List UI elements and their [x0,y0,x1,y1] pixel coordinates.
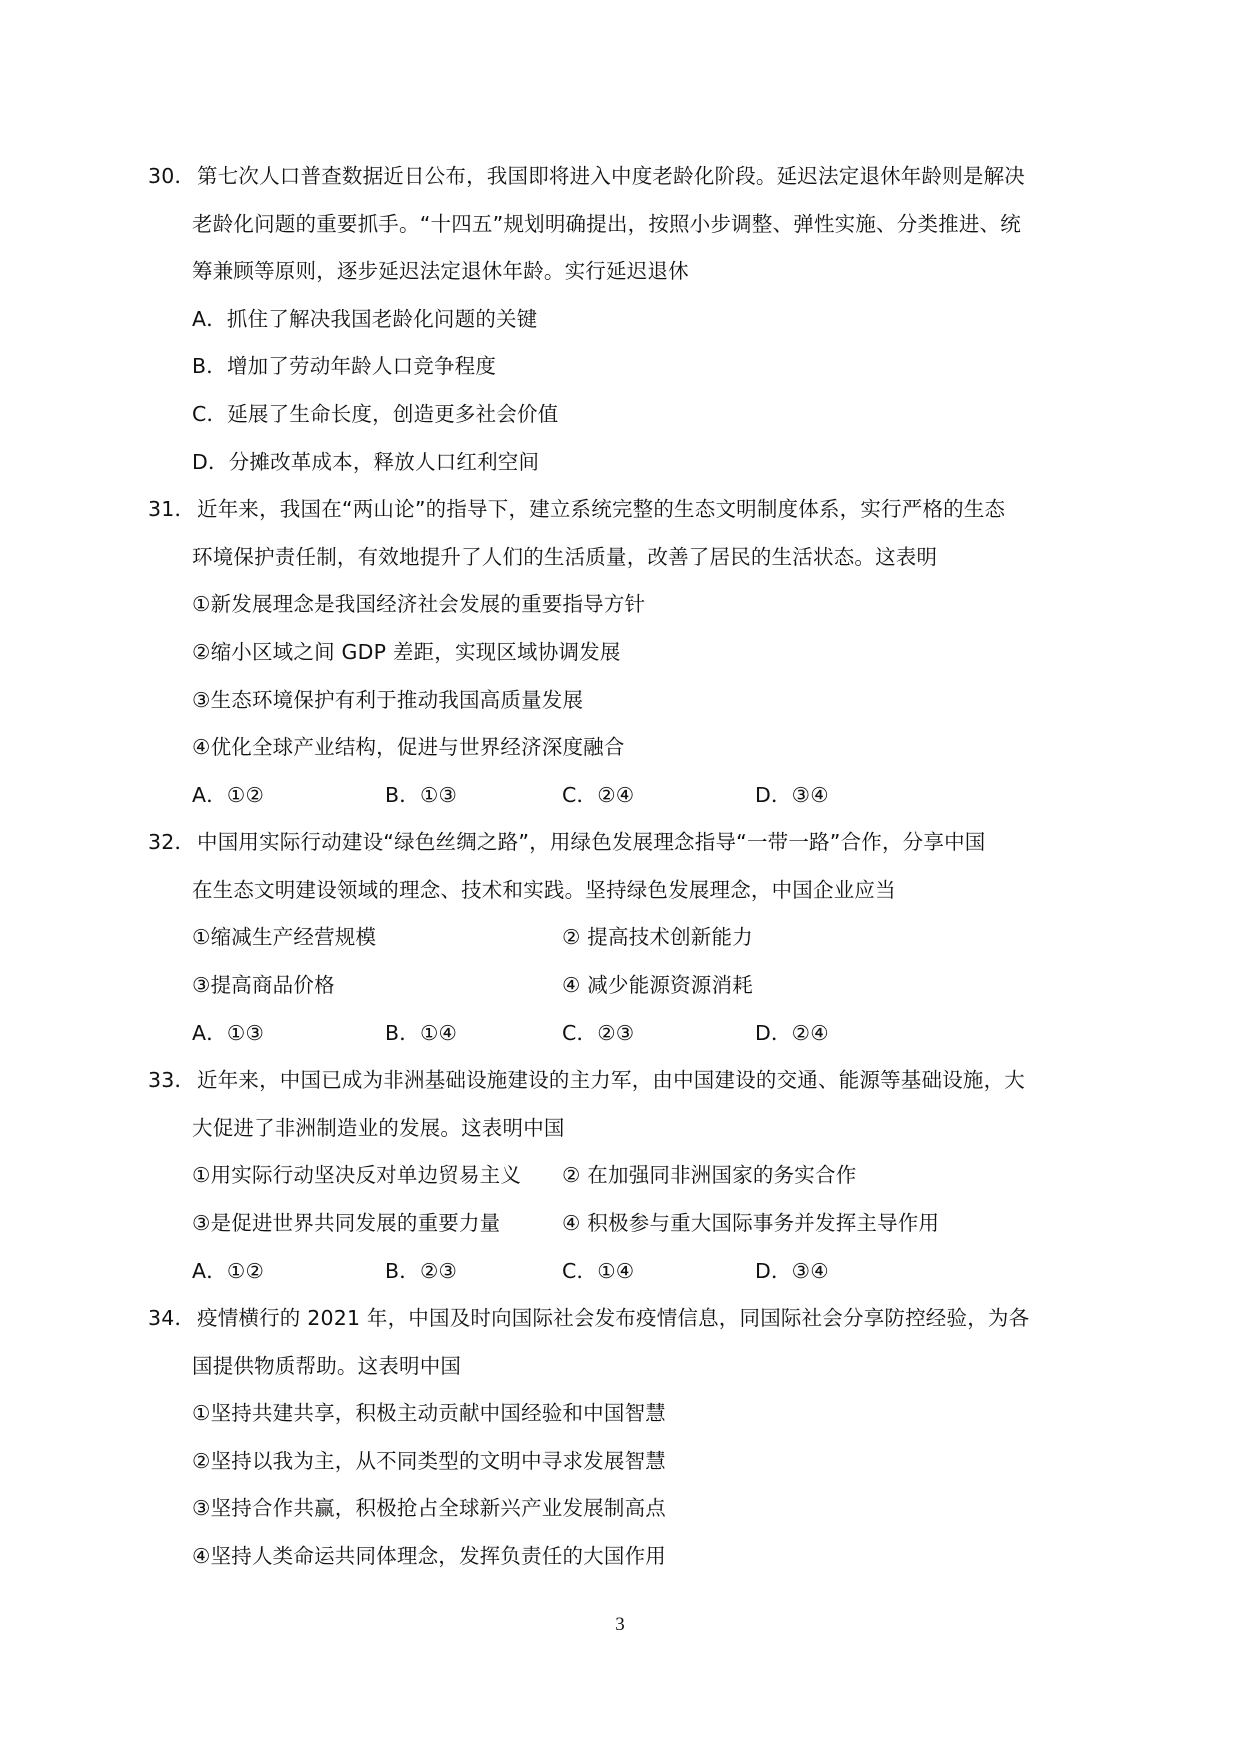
statement-1: ①新发展理念是我国经济社会发展的重要指导方针 [192,592,646,616]
option-a: A．①② [192,1259,265,1283]
question-stem-line: 近年来，我国在“两山论”的指导下，建立系统完整的生态文明制度体系，实行严格的生态 [197,497,1006,521]
statement-3: ③提高商品价格 [192,973,335,997]
option-d: D．③④ [755,783,829,807]
option-d: D．③④ [755,1259,829,1283]
option-a: A．①② [192,783,265,807]
question-stem-line: 在生态文明建设领域的理念、技术和实践。坚持绿色发展理念，中国企业应当 [192,878,896,902]
statement-1: ①缩减生产经营规模 [192,925,377,949]
question-number: 30． [148,164,196,188]
statement-2: ② 提高技术创新能力 [562,925,753,949]
option-a: A．①③ [192,1021,265,1045]
statement-2: ② 在加强同非洲国家的务实合作 [562,1163,857,1187]
question-stem-line: 近年来，中国已成为非洲基础设施建设的主力军，由中国建设的交通、能源等基础设施，大 [197,1068,1025,1092]
question-stem-line: 大促进了非洲制造业的发展。这表明中国 [192,1116,565,1140]
question-stem-line: 环境保护责任制，有效地提升了人们的生活质量，改善了居民的生活状态。这表明 [192,545,938,569]
statement-3: ③生态环境保护有利于推动我国高质量发展 [192,688,584,712]
statement-4: ④坚持人类命运共同体理念，发挥负责任的大国作用 [192,1544,666,1568]
question-number: 34． [148,1306,196,1330]
question-number: 33． [148,1068,196,1092]
statement-3: ③坚持合作共赢，积极抢占全球新兴产业发展制高点 [192,1496,666,1520]
option-d: D．分摊改革成本，释放人口红利空间 [192,450,540,474]
option-b: B．②③ [385,1259,458,1283]
option-c: C．②③ [562,1021,635,1045]
statement-4: ④ 积极参与重大国际事务并发挥主导作用 [562,1211,940,1235]
question-stem-line: 中国用实际行动建设“绿色丝绸之路”，用绿色发展理念指导“一带一路”合作，分享中国 [197,830,986,854]
question-stem-line: 第七次人口普查数据近日公布，我国即将进入中度老龄化阶段。延迟法定退休年龄则是解决 [197,164,1025,188]
question-stem-line: 老龄化问题的重要抓手。“十四五”规划明确提出，按照小步调整、弹性实施、分类推进、统 [192,212,1021,236]
question-number: 32． [148,830,196,854]
option-a: A．抓住了解决我国老龄化问题的关键 [192,307,538,331]
statement-4: ④ 减少能源资源消耗 [562,973,753,997]
question-number: 31． [148,497,196,521]
option-c: C．延展了生命长度，创造更多社会价值 [192,402,559,426]
statement-2: ②坚持以我为主，从不同类型的文明中寻求发展智慧 [192,1449,666,1473]
option-c: C．②④ [562,783,635,807]
question-stem-line: 筹兼顾等原则，逐步延迟法定退休年龄。实行延迟退休 [192,259,689,283]
statement-3: ③是促进世界共同发展的重要力量 [192,1211,501,1235]
option-b: B．①④ [385,1021,458,1045]
statement-1: ①坚持共建共享，积极主动贡献中国经验和中国智慧 [192,1401,666,1425]
statement-1: ①用实际行动坚决反对单边贸易主义 [192,1163,522,1187]
option-c: C．①④ [562,1259,635,1283]
option-d: D．②④ [755,1021,829,1045]
option-b: B．增加了劳动年龄人口竞争程度 [192,354,497,378]
statement-2: ②缩小区域之间 GDP 差距，实现区域协调发展 [192,640,621,664]
page-number: 3 [615,1614,625,1635]
statement-4: ④优化全球产业结构，促进与世界经济深度融合 [192,735,625,759]
question-stem-line: 国提供物质帮助。这表明中国 [192,1354,462,1378]
question-stem-line: 疫情横行的 2021 年，中国及时向国际社会发布疫情信息，同国际社会分享防控经验，为各 [197,1306,1030,1330]
option-b: B．①③ [385,783,458,807]
